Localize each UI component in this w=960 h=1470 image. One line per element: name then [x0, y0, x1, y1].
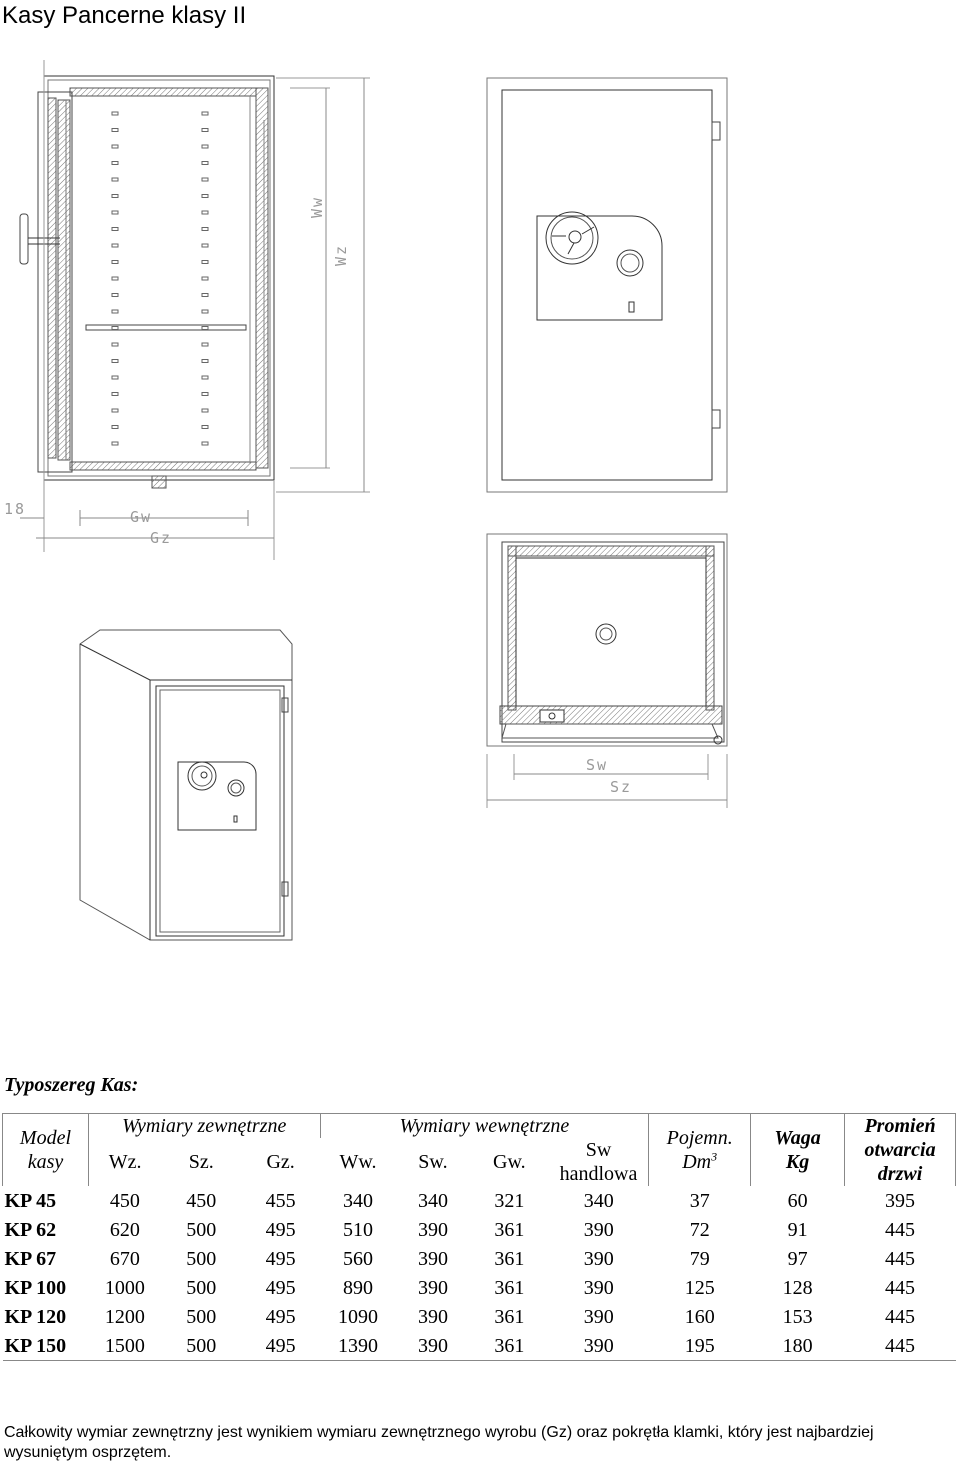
table-cell-prom: 445: [885, 1276, 916, 1299]
isometric-view: [80, 630, 292, 940]
pin-hole: [202, 294, 208, 297]
dim-label-sz: Sz: [610, 778, 633, 796]
table-cell-gz: 495: [265, 1247, 296, 1270]
header-gz: Gz.: [266, 1151, 295, 1173]
pin-hole: [202, 162, 208, 165]
header-capacity-label: Pojemn.: [666, 1126, 733, 1149]
pin-hole: [112, 178, 118, 181]
pin-hole: [202, 360, 208, 363]
table-cell-sw: 390: [417, 1247, 448, 1270]
table-cell-sz: 500: [186, 1218, 217, 1241]
pin-hole: [202, 277, 208, 280]
pin-hole: [202, 228, 208, 231]
table-cell-sw: 390: [396, 1331, 470, 1361]
table-cell-wz: 450: [109, 1189, 140, 1212]
table-cell-prom: 445: [845, 1331, 956, 1361]
table-cell-poj: 160: [684, 1305, 715, 1328]
pin-hole: [202, 129, 208, 132]
table-row: [3, 1186, 956, 1215]
table-cell-gw: 361: [494, 1218, 525, 1241]
table-cell-gz: 495: [265, 1276, 296, 1299]
pin-hole: [112, 162, 118, 165]
pin-hole: [202, 310, 208, 313]
pin-hole: [112, 195, 118, 198]
footnote: Całkowity wymiar zewnętrzny jest wynikiem wymiaru zewnętrznego wyrobu (Gz) oraz pokrętła klamki, który jest najbardziej wysuniętym osprzętem.: [4, 1424, 874, 1461]
pin-hole: [202, 261, 208, 264]
table-cell-sz: 500: [186, 1247, 217, 1270]
header-row-1: [3, 1114, 956, 1139]
table-cell-poj: 37: [689, 1189, 710, 1212]
table-cell-ww: 560: [343, 1247, 374, 1270]
table-cell-sz: 500: [161, 1331, 241, 1361]
table-cell-sz: 500: [186, 1305, 217, 1328]
table-cell-ww: 1390: [320, 1331, 396, 1361]
table-cell-waga: 180: [751, 1331, 845, 1361]
table-cell-swh: 340: [583, 1189, 614, 1212]
header-weight: [751, 1114, 845, 1187]
header-ww: Ww.: [339, 1151, 377, 1173]
table-cell-wz: 620: [109, 1218, 140, 1241]
table-cell-wz: 1000: [104, 1276, 145, 1299]
header-sz: Sz.: [188, 1151, 214, 1173]
pin-hole: [202, 211, 208, 214]
header-wz: Wz.: [88, 1138, 161, 1186]
table-cell-gw: 321: [494, 1189, 525, 1212]
pin-hole: [112, 426, 118, 429]
table-cell-sw: 390: [417, 1276, 448, 1299]
dim-label-gw: Gw: [130, 508, 153, 526]
table-cell-waga: 91: [787, 1218, 808, 1241]
pin-hole: [202, 244, 208, 247]
pin-hole: [202, 409, 208, 412]
pin-hole: [112, 376, 118, 379]
table-cell-sw: 390: [417, 1218, 448, 1241]
table-cell-wz: 1200: [104, 1305, 145, 1328]
table-cell-prom: 445: [885, 1247, 916, 1270]
table-cell-poj: 125: [684, 1276, 715, 1299]
pin-hole: [112, 327, 118, 330]
shelf-pin-holes: [112, 112, 208, 445]
table-row: [3, 1273, 956, 1302]
table-cell-swh: 390: [583, 1305, 614, 1328]
dim-label-ww: Ww: [308, 195, 326, 218]
table-cell-wz: 1500: [88, 1331, 161, 1361]
pin-hole: [112, 261, 118, 264]
table-cell-model: KP 100: [4, 1276, 67, 1299]
pin-hole: [112, 442, 118, 445]
pin-hole: [112, 244, 118, 247]
table-cell-model: KP 150: [3, 1331, 89, 1361]
pin-hole: [202, 195, 208, 198]
table-row: [3, 1215, 956, 1244]
pin-hole: [202, 178, 208, 181]
table-cell-gz: 455: [265, 1189, 296, 1212]
table-cell-prom: 395: [885, 1189, 916, 1212]
pin-hole: [112, 294, 118, 297]
dim-label-door-offset: 18: [4, 500, 27, 518]
table-cell-swh: 390: [549, 1331, 649, 1361]
table-cell-gw: 361: [494, 1276, 525, 1299]
pin-hole: [112, 393, 118, 396]
pin-hole: [202, 145, 208, 148]
header-internal-dimensions: Wymiary wewnętrzne: [320, 1114, 649, 1139]
table-cell-gw: 361: [494, 1247, 525, 1270]
table-cell-gw: 361: [494, 1305, 525, 1328]
pin-hole: [202, 112, 208, 115]
table-cell-waga: 97: [787, 1247, 808, 1270]
header-external-dimensions: Wymiary zewnętrzne: [88, 1114, 320, 1139]
table-cell-sz: 500: [186, 1276, 217, 1299]
pin-hole: [112, 343, 118, 346]
pin-hole: [202, 343, 208, 346]
pin-hole: [202, 327, 208, 330]
table-cell-gz: 495: [241, 1331, 320, 1361]
table-cell-gz: 495: [265, 1305, 296, 1328]
pin-hole: [112, 211, 118, 214]
table-cell-ww: 340: [343, 1189, 374, 1212]
table-cell-model: KP 45: [4, 1189, 57, 1212]
table-cell-model: KP 62: [4, 1218, 57, 1241]
pin-hole: [202, 376, 208, 379]
header-weight-label: Waga: [774, 1127, 821, 1149]
pin-hole: [112, 228, 118, 231]
table-cell-prom: 445: [885, 1305, 916, 1328]
table-cell-sw: 340: [417, 1189, 448, 1212]
table-cell-ww: 1090: [338, 1305, 379, 1328]
header-sw-handlowa: Sw handlowa: [549, 1138, 649, 1186]
table-cell-ww: 510: [343, 1218, 374, 1241]
table-row: [3, 1302, 956, 1331]
pin-hole: [202, 393, 208, 396]
pin-hole: [112, 112, 118, 115]
header-capacity: [649, 1114, 751, 1187]
side-section-view: [20, 60, 370, 560]
table-cell-swh: 390: [583, 1247, 614, 1270]
header-weight-unit: Kg: [785, 1151, 810, 1173]
table-cell-swh: 390: [583, 1276, 614, 1299]
pin-hole: [202, 426, 208, 429]
table-cell-sw: 390: [417, 1305, 448, 1328]
table-cell-model: KP 67: [4, 1247, 57, 1270]
safe-drawings-svg: [0, 40, 960, 1050]
spec-table: [2, 1113, 956, 1361]
table-row: [3, 1244, 956, 1273]
table-cell-prom: 445: [885, 1218, 916, 1241]
header-door-radius: Promień otwarcia drzwi: [845, 1114, 956, 1187]
pin-hole: [202, 442, 208, 445]
pin-hole: [112, 360, 118, 363]
table-cell-waga: 153: [782, 1305, 813, 1328]
table-cell-wz: 670: [109, 1247, 140, 1270]
spec-table-body: [3, 1186, 956, 1361]
technical-drawing: [0, 40, 960, 1050]
pin-hole: [112, 129, 118, 132]
table-cell-poj: 79: [689, 1247, 710, 1270]
header-capacity-unit: Dm$^3$: [682, 1149, 718, 1174]
header-sw: Sw.: [418, 1151, 448, 1173]
table-cell-gw: 361: [470, 1331, 549, 1361]
dim-label-wz: Wz: [332, 243, 350, 266]
table-cell-waga: 128: [782, 1276, 813, 1299]
front-view: [487, 78, 727, 492]
table-cell-poj: 195: [649, 1331, 751, 1361]
table-row: [3, 1331, 956, 1361]
table-cell-gz: 495: [265, 1218, 296, 1241]
dim-label-gz: Gz: [150, 529, 173, 547]
table-cell-sz: 450: [186, 1189, 217, 1212]
table-cell-poj: 72: [689, 1218, 710, 1241]
table-cell-ww: 890: [343, 1276, 374, 1299]
page-title: Kasy Pancerne klasy II: [2, 2, 247, 29]
table-cell-swh: 390: [583, 1218, 614, 1241]
dim-label-sw: Sw: [586, 756, 609, 774]
pin-hole: [112, 310, 118, 313]
pin-hole: [112, 145, 118, 148]
table-cell-waga: 60: [787, 1189, 808, 1212]
pin-hole: [112, 277, 118, 280]
header-gw: Gw.: [493, 1151, 526, 1173]
series-heading: Typoszereg Kas:: [4, 1074, 139, 1096]
header-model: Model kasy: [3, 1114, 89, 1187]
pin-hole: [112, 409, 118, 412]
table-cell-model: KP 120: [4, 1305, 67, 1328]
